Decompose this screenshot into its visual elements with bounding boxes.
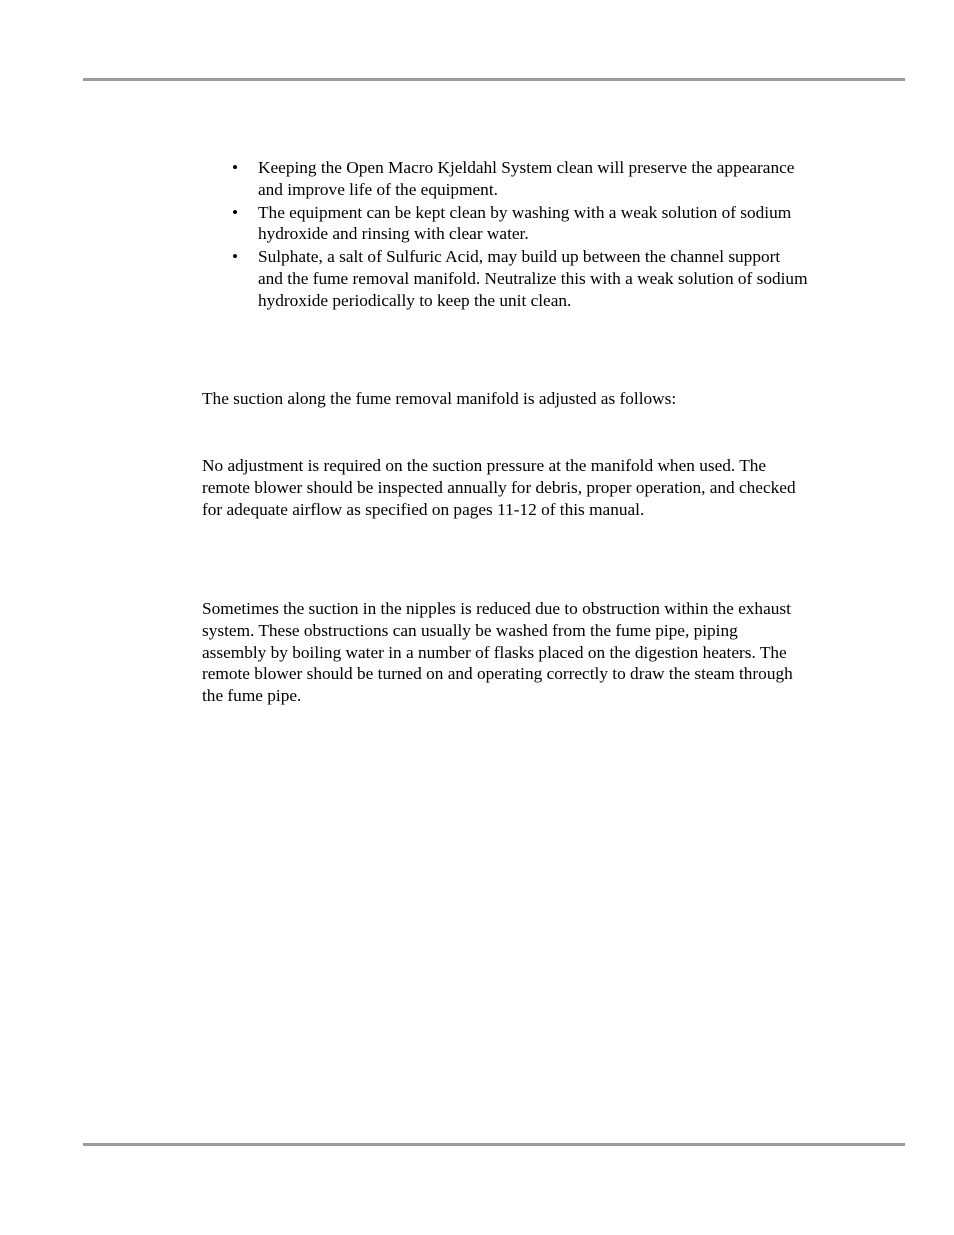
no-adjustment-paragraph: No adjustment is required on the suction pressure at the manifold when used. The remote blower should be inspected annually for debris, proper operation, and checked for adequate airflow as specified on pages 11-12 of this manual. [202,456,796,519]
list-item [228,157,808,201]
bullet-icon: • [231,158,239,177]
obstruction-paragraph: Sometimes the suction in the nipples is reduced due to obstruction within the exhaust system. These obstructions can usually be washed from the fume pipe, piping assembly by boiling water in a number of flasks placed on the digestion heaters. The remote blower should be turned on and operating correctly to draw the steam through the fume pipe. [202,599,793,706]
cleaning-bullet-list [228,157,808,313]
bullet-text: Keeping the Open Macro Kjeldahl System clean will preserve the appearance and improve life of the equipment. [258,158,795,199]
bullet-text: Sulphate, a salt of Sulfuric Acid, may build up between the channel support and the fume removal manifold. Neutralize this with a weak solution of sodium hydroxide periodically to keep the unit clean. [258,247,808,310]
header-rule [83,78,905,81]
list-item [228,246,808,311]
bullet-icon: • [231,247,239,267]
suction-intro-paragraph: The suction along the fume removal manifold is adjusted as follows: [202,389,677,408]
bullet-icon: • [231,202,239,222]
bullet-text: The equipment can be kept clean by washing with a weak solution of sodium hydroxide and rinsing with clear water. [258,202,792,244]
list-item [228,202,808,246]
footer-rule [83,1143,905,1146]
